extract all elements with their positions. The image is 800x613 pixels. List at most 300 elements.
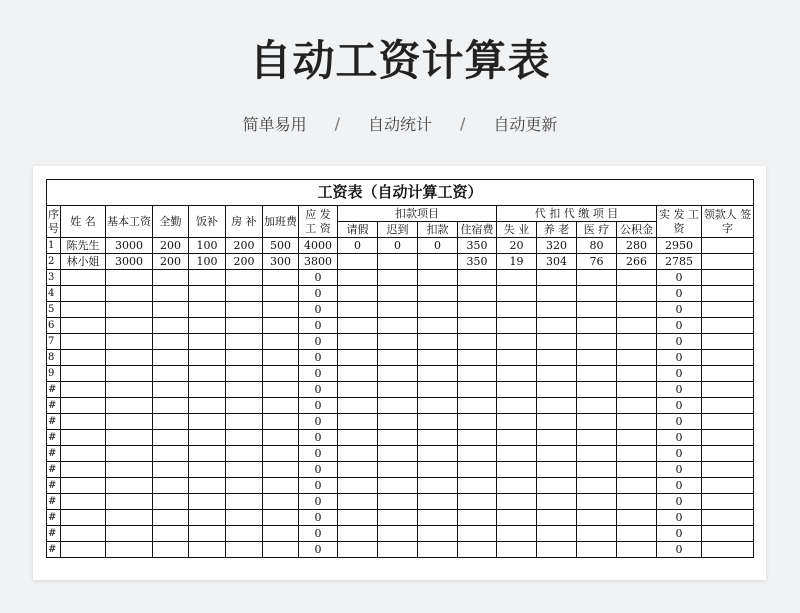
cell-base[interactable] [106,446,153,462]
cell-pension[interactable] [537,334,577,350]
cell-unemployment[interactable] [497,382,537,398]
cell-overtime[interactable] [263,286,299,302]
cell-pension[interactable] [537,366,577,382]
cell-signature[interactable] [702,350,754,366]
cell-dorm[interactable] [458,478,497,494]
cell-gross[interactable]: 3800 [299,254,338,270]
cell-signature[interactable] [702,318,754,334]
cell-fund[interactable] [617,542,657,558]
cell-leave[interactable] [338,286,378,302]
cell-dorm[interactable] [458,398,497,414]
cell-fund[interactable]: 280 [617,238,657,254]
cell-signature[interactable] [702,430,754,446]
cell-fine[interactable] [418,302,458,318]
cell-meal[interactable]: 100 [189,254,226,270]
cell-base[interactable] [106,350,153,366]
cell-name[interactable]: 林小姐 [61,254,106,270]
cell-base[interactable] [106,478,153,494]
cell-signature[interactable] [702,366,754,382]
cell-fine[interactable] [418,542,458,558]
cell-fine[interactable] [418,254,458,270]
cell-housing[interactable]: 200 [226,254,263,270]
cell-late[interactable]: 0 [378,238,418,254]
cell-name[interactable] [61,510,106,526]
cell-pension[interactable]: 304 [537,254,577,270]
cell-gross[interactable]: 4000 [299,238,338,254]
cell-signature[interactable] [702,302,754,318]
cell-signature[interactable] [702,286,754,302]
cell-gross[interactable]: 0 [299,398,338,414]
cell-attendance[interactable] [153,446,189,462]
cell-unemployment[interactable]: 19 [497,254,537,270]
cell-base[interactable] [106,430,153,446]
cell-signature[interactable] [702,446,754,462]
cell-late[interactable] [378,366,418,382]
cell-net[interactable]: 0 [657,286,702,302]
cell-seq[interactable]: # [47,414,61,430]
cell-pension[interactable] [537,350,577,366]
cell-unemployment[interactable] [497,318,537,334]
cell-overtime[interactable] [263,526,299,542]
cell-gross[interactable]: 0 [299,334,338,350]
cell-attendance[interactable] [153,430,189,446]
cell-fund[interactable] [617,334,657,350]
cell-medical[interactable] [577,350,617,366]
cell-gross[interactable]: 0 [299,302,338,318]
cell-overtime[interactable] [263,318,299,334]
cell-medical[interactable] [577,478,617,494]
cell-name[interactable] [61,398,106,414]
cell-meal[interactable]: 100 [189,238,226,254]
cell-medical[interactable]: 76 [577,254,617,270]
cell-name[interactable] [61,350,106,366]
cell-base[interactable] [106,270,153,286]
cell-fine[interactable] [418,270,458,286]
cell-base[interactable] [106,542,153,558]
cell-net[interactable]: 0 [657,334,702,350]
cell-fund[interactable] [617,286,657,302]
cell-overtime[interactable] [263,446,299,462]
cell-attendance[interactable] [153,494,189,510]
cell-attendance[interactable]: 200 [153,238,189,254]
cell-gross[interactable]: 0 [299,270,338,286]
cell-seq[interactable]: 9 [47,366,61,382]
cell-late[interactable] [378,526,418,542]
cell-leave[interactable] [338,398,378,414]
cell-overtime[interactable] [263,462,299,478]
cell-overtime[interactable] [263,270,299,286]
cell-housing[interactable]: 200 [226,238,263,254]
cell-medical[interactable] [577,302,617,318]
cell-dorm[interactable] [458,542,497,558]
cell-leave[interactable] [338,494,378,510]
cell-base[interactable] [106,382,153,398]
cell-housing[interactable] [226,510,263,526]
cell-fund[interactable] [617,462,657,478]
cell-unemployment[interactable] [497,366,537,382]
cell-fine[interactable] [418,446,458,462]
cell-leave[interactable] [338,254,378,270]
cell-net[interactable]: 0 [657,494,702,510]
cell-attendance[interactable] [153,366,189,382]
cell-late[interactable] [378,302,418,318]
cell-leave[interactable] [338,478,378,494]
cell-dorm[interactable] [458,462,497,478]
cell-signature[interactable] [702,334,754,350]
cell-late[interactable] [378,398,418,414]
cell-unemployment[interactable] [497,478,537,494]
cell-attendance[interactable] [153,398,189,414]
cell-fund[interactable] [617,510,657,526]
cell-late[interactable] [378,318,418,334]
cell-fund[interactable] [617,446,657,462]
cell-meal[interactable] [189,366,226,382]
cell-fund[interactable] [617,366,657,382]
cell-net[interactable]: 0 [657,414,702,430]
cell-housing[interactable] [226,462,263,478]
cell-fund[interactable] [617,302,657,318]
cell-meal[interactable] [189,286,226,302]
cell-net[interactable]: 0 [657,350,702,366]
cell-pension[interactable] [537,270,577,286]
cell-late[interactable] [378,510,418,526]
cell-dorm[interactable] [458,494,497,510]
cell-net[interactable]: 0 [657,430,702,446]
cell-leave[interactable] [338,462,378,478]
cell-fine[interactable] [418,414,458,430]
cell-fund[interactable] [617,414,657,430]
cell-signature[interactable] [702,494,754,510]
cell-net[interactable]: 0 [657,446,702,462]
cell-attendance[interactable] [153,526,189,542]
cell-name[interactable] [61,430,106,446]
cell-pension[interactable] [537,414,577,430]
cell-net[interactable]: 0 [657,542,702,558]
cell-dorm[interactable] [458,350,497,366]
cell-late[interactable] [378,494,418,510]
cell-seq[interactable]: # [47,542,61,558]
cell-base[interactable] [106,398,153,414]
cell-meal[interactable] [189,382,226,398]
cell-fine[interactable] [418,382,458,398]
cell-net[interactable]: 0 [657,398,702,414]
cell-fine[interactable] [418,350,458,366]
cell-meal[interactable] [189,478,226,494]
cell-unemployment[interactable] [497,430,537,446]
cell-overtime[interactable] [263,510,299,526]
cell-fine[interactable] [418,526,458,542]
cell-dorm[interactable] [458,446,497,462]
cell-name[interactable] [61,286,106,302]
cell-name[interactable] [61,542,106,558]
cell-attendance[interactable] [153,270,189,286]
cell-name[interactable] [61,382,106,398]
cell-base[interactable] [106,302,153,318]
cell-unemployment[interactable] [497,398,537,414]
cell-attendance[interactable] [153,286,189,302]
cell-seq[interactable]: 4 [47,286,61,302]
cell-signature[interactable] [702,254,754,270]
cell-gross[interactable]: 0 [299,366,338,382]
cell-unemployment[interactable] [497,526,537,542]
cell-meal[interactable] [189,334,226,350]
cell-unemployment[interactable] [497,414,537,430]
cell-leave[interactable] [338,270,378,286]
cell-net[interactable]: 0 [657,462,702,478]
cell-leave[interactable] [338,302,378,318]
cell-fund[interactable] [617,494,657,510]
cell-net[interactable]: 0 [657,510,702,526]
cell-fund[interactable] [617,430,657,446]
cell-signature[interactable] [702,526,754,542]
cell-name[interactable] [61,318,106,334]
cell-meal[interactable] [189,414,226,430]
cell-medical[interactable] [577,446,617,462]
cell-signature[interactable] [702,510,754,526]
cell-seq[interactable]: 5 [47,302,61,318]
cell-unemployment[interactable]: 20 [497,238,537,254]
cell-meal[interactable] [189,542,226,558]
cell-seq[interactable]: # [47,430,61,446]
cell-housing[interactable] [226,382,263,398]
cell-pension[interactable] [537,398,577,414]
cell-pension[interactable] [537,494,577,510]
cell-medical[interactable] [577,414,617,430]
cell-overtime[interactable] [263,430,299,446]
cell-seq[interactable]: # [47,494,61,510]
cell-dorm[interactable] [458,526,497,542]
cell-dorm[interactable]: 350 [458,254,497,270]
cell-fund[interactable] [617,382,657,398]
cell-attendance[interactable] [153,414,189,430]
cell-attendance[interactable] [153,302,189,318]
cell-medical[interactable] [577,270,617,286]
cell-late[interactable] [378,478,418,494]
cell-seq[interactable]: # [47,446,61,462]
cell-fine[interactable] [418,430,458,446]
cell-fund[interactable] [617,318,657,334]
cell-fund[interactable]: 266 [617,254,657,270]
cell-fund[interactable] [617,398,657,414]
cell-housing[interactable] [226,350,263,366]
cell-housing[interactable] [226,270,263,286]
cell-base[interactable] [106,510,153,526]
cell-name[interactable] [61,526,106,542]
cell-housing[interactable] [226,318,263,334]
cell-leave[interactable] [338,542,378,558]
cell-meal[interactable] [189,510,226,526]
cell-net[interactable]: 2785 [657,254,702,270]
cell-signature[interactable] [702,270,754,286]
cell-pension[interactable] [537,430,577,446]
cell-medical[interactable] [577,526,617,542]
cell-meal[interactable] [189,462,226,478]
cell-late[interactable] [378,254,418,270]
cell-leave[interactable] [338,334,378,350]
cell-net[interactable]: 0 [657,382,702,398]
cell-housing[interactable] [226,366,263,382]
cell-seq[interactable]: # [47,478,61,494]
cell-fine[interactable] [418,286,458,302]
cell-late[interactable] [378,350,418,366]
cell-pension[interactable] [537,286,577,302]
cell-attendance[interactable] [153,334,189,350]
cell-medical[interactable] [577,318,617,334]
cell-leave[interactable] [338,414,378,430]
cell-gross[interactable]: 0 [299,286,338,302]
cell-pension[interactable] [537,382,577,398]
cell-pension[interactable] [537,446,577,462]
cell-gross[interactable]: 0 [299,382,338,398]
cell-leave[interactable]: 0 [338,238,378,254]
cell-housing[interactable] [226,526,263,542]
cell-medical[interactable] [577,286,617,302]
cell-signature[interactable] [702,414,754,430]
cell-name[interactable] [61,478,106,494]
cell-late[interactable] [378,446,418,462]
cell-name[interactable] [61,366,106,382]
cell-overtime[interactable] [263,494,299,510]
cell-seq[interactable]: # [47,526,61,542]
cell-medical[interactable] [577,510,617,526]
cell-overtime[interactable] [263,414,299,430]
cell-unemployment[interactable] [497,334,537,350]
cell-name[interactable] [61,494,106,510]
cell-fine[interactable]: 0 [418,238,458,254]
cell-pension[interactable]: 320 [537,238,577,254]
cell-meal[interactable] [189,350,226,366]
cell-base[interactable] [106,414,153,430]
cell-name[interactable] [61,414,106,430]
cell-housing[interactable] [226,542,263,558]
cell-meal[interactable] [189,526,226,542]
cell-dorm[interactable]: 350 [458,238,497,254]
cell-fine[interactable] [418,510,458,526]
cell-unemployment[interactable] [497,350,537,366]
cell-housing[interactable] [226,478,263,494]
cell-housing[interactable] [226,430,263,446]
cell-net[interactable]: 0 [657,302,702,318]
cell-signature[interactable] [702,238,754,254]
cell-base[interactable]: 3000 [106,254,153,270]
cell-overtime[interactable] [263,350,299,366]
cell-overtime[interactable] [263,478,299,494]
cell-seq[interactable]: # [47,510,61,526]
cell-attendance[interactable] [153,350,189,366]
cell-dorm[interactable] [458,270,497,286]
cell-signature[interactable] [702,478,754,494]
cell-unemployment[interactable] [497,494,537,510]
cell-pension[interactable] [537,302,577,318]
cell-late[interactable] [378,414,418,430]
cell-unemployment[interactable] [497,286,537,302]
cell-gross[interactable]: 0 [299,510,338,526]
cell-meal[interactable] [189,446,226,462]
cell-signature[interactable] [702,542,754,558]
cell-unemployment[interactable] [497,270,537,286]
cell-attendance[interactable] [153,478,189,494]
cell-late[interactable] [378,286,418,302]
cell-gross[interactable]: 0 [299,350,338,366]
cell-dorm[interactable] [458,382,497,398]
cell-overtime[interactable] [263,398,299,414]
cell-fine[interactable] [418,318,458,334]
cell-pension[interactable] [537,478,577,494]
cell-base[interactable] [106,462,153,478]
cell-seq[interactable]: # [47,382,61,398]
cell-housing[interactable] [226,494,263,510]
cell-base[interactable] [106,366,153,382]
cell-medical[interactable] [577,462,617,478]
cell-fine[interactable] [418,462,458,478]
cell-leave[interactable] [338,526,378,542]
cell-net[interactable]: 0 [657,478,702,494]
cell-seq[interactable]: 3 [47,270,61,286]
cell-net[interactable]: 0 [657,366,702,382]
cell-late[interactable] [378,334,418,350]
cell-gross[interactable]: 0 [299,526,338,542]
cell-overtime[interactable] [263,302,299,318]
cell-unemployment[interactable] [497,542,537,558]
cell-dorm[interactable] [458,430,497,446]
cell-medical[interactable] [577,334,617,350]
cell-gross[interactable]: 0 [299,462,338,478]
cell-leave[interactable] [338,366,378,382]
cell-dorm[interactable] [458,286,497,302]
cell-housing[interactable] [226,446,263,462]
cell-overtime[interactable] [263,542,299,558]
cell-seq[interactable]: 2 [47,254,61,270]
cell-pension[interactable] [537,542,577,558]
cell-fund[interactable] [617,478,657,494]
cell-late[interactable] [378,270,418,286]
cell-fine[interactable] [418,494,458,510]
cell-seq[interactable]: # [47,462,61,478]
cell-housing[interactable] [226,414,263,430]
cell-housing[interactable] [226,286,263,302]
cell-fine[interactable] [418,478,458,494]
cell-gross[interactable]: 0 [299,478,338,494]
cell-attendance[interactable] [153,318,189,334]
cell-name[interactable] [61,270,106,286]
cell-gross[interactable]: 0 [299,414,338,430]
cell-pension[interactable] [537,318,577,334]
cell-meal[interactable] [189,270,226,286]
cell-attendance[interactable] [153,462,189,478]
cell-fund[interactable] [617,526,657,542]
cell-overtime[interactable] [263,366,299,382]
cell-attendance[interactable]: 200 [153,254,189,270]
cell-unemployment[interactable] [497,446,537,462]
cell-medical[interactable] [577,542,617,558]
cell-leave[interactable] [338,430,378,446]
cell-pension[interactable] [537,462,577,478]
cell-base[interactable] [106,526,153,542]
cell-base[interactable] [106,494,153,510]
cell-dorm[interactable] [458,318,497,334]
cell-late[interactable] [378,542,418,558]
cell-meal[interactable] [189,302,226,318]
cell-seq[interactable]: 7 [47,334,61,350]
cell-fund[interactable] [617,350,657,366]
cell-leave[interactable] [338,382,378,398]
cell-fine[interactable] [418,366,458,382]
cell-unemployment[interactable] [497,302,537,318]
cell-fund[interactable] [617,270,657,286]
cell-signature[interactable] [702,382,754,398]
cell-fine[interactable] [418,398,458,414]
cell-name[interactable] [61,446,106,462]
